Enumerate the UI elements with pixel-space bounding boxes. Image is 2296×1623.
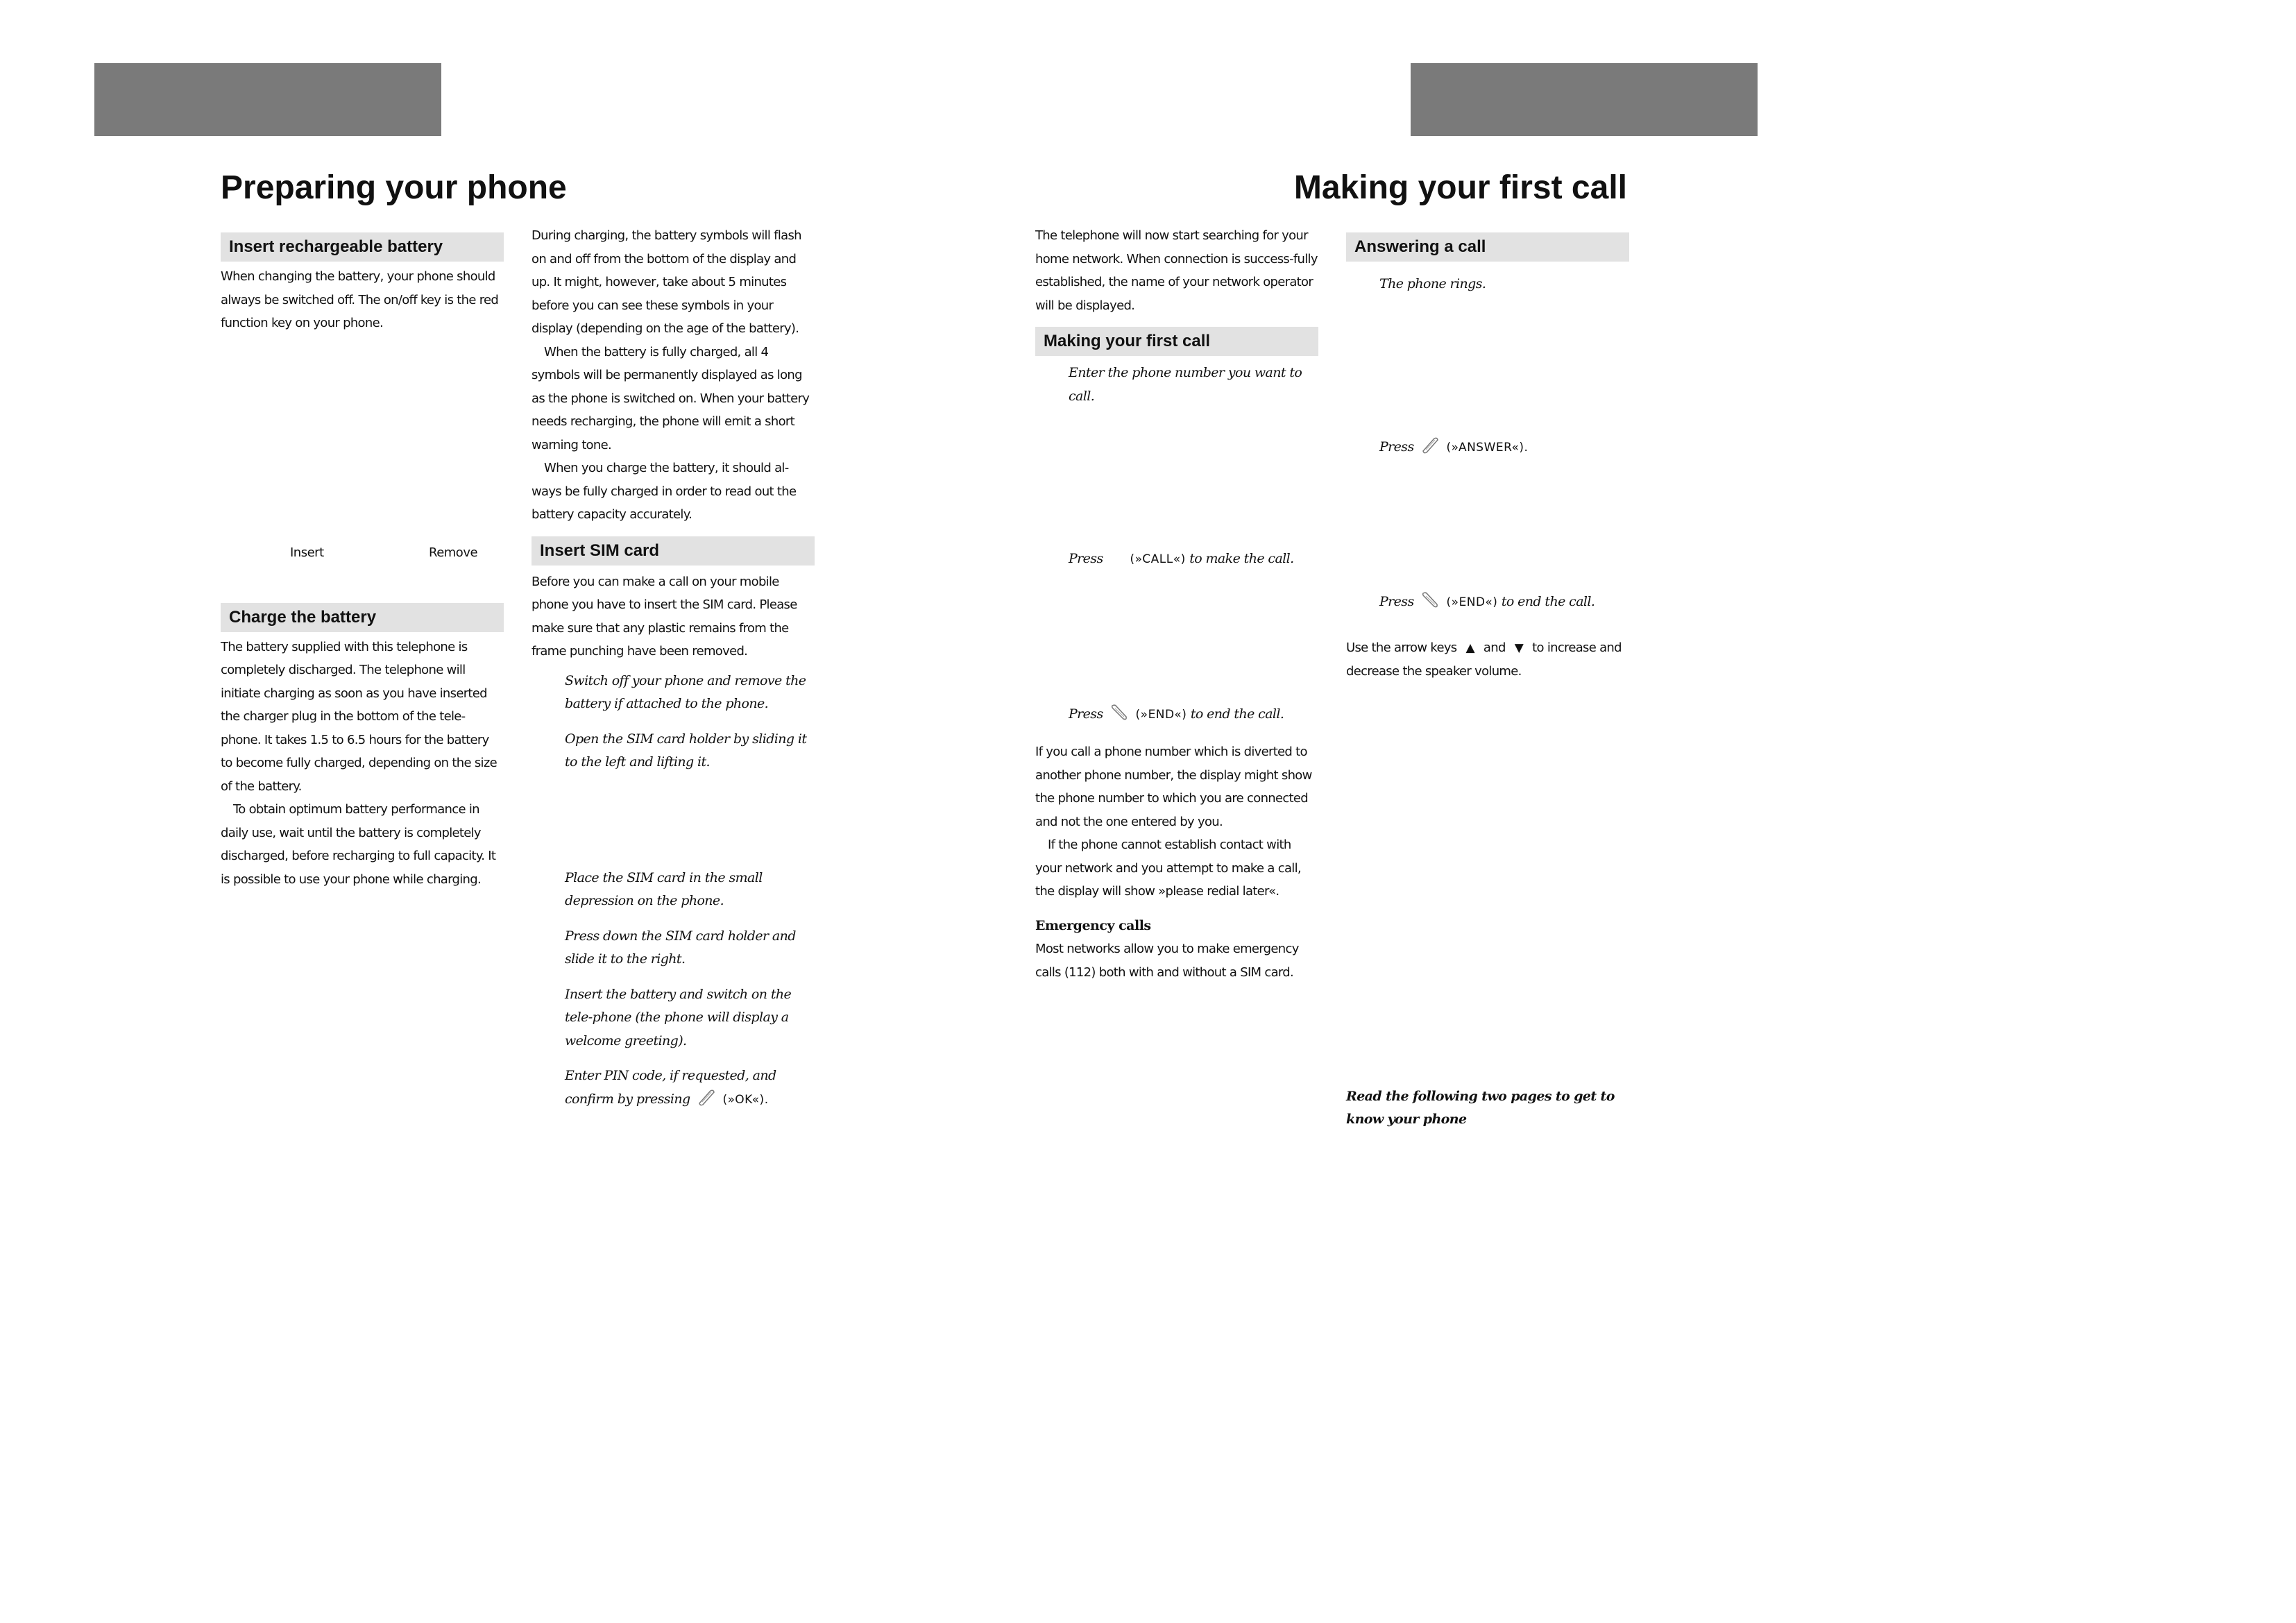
closing-text: Read the following two pages to get to know your phone [1346, 1088, 1615, 1127]
sim-steps [532, 670, 815, 1112]
no-network-text: If the phone cannot establish contact with your network and you attempt to make a call, the display will show »please redial later«. [1035, 838, 1301, 899]
red-phone-key-icon [1109, 703, 1129, 721]
diverted-call-text: If you call a phone number which is diverted to another phone number, the display might show the phone number to which you are connected and not the one entered by you. [1035, 745, 1312, 829]
volume-text-pre: Use the arrow keys [1346, 640, 1457, 655]
right-page-title: Making your first call [1293, 169, 1627, 206]
volume-text-and: and [1483, 640, 1506, 655]
charging-info-1: During charging, the battery symbols will flash on and off from the bottom of the display and up. It might, however, take about 5 minutes before you can see these symbols in your display (depending on the age of the battery). [532, 228, 801, 336]
sim-step-2: Open the SIM card holder by sliding it to the left and lifting it. [565, 731, 807, 770]
charging-info-3: When you charge the battery, it should al-ways be fully charged in order to read out the battery capacity accurately. [532, 461, 797, 522]
press-answer-text: Press [1379, 439, 1414, 454]
battery-heading: Insert rechargeable battery [221, 232, 504, 262]
answer-step-3 [1379, 590, 1629, 615]
emergency-heading: Emergency calls [1035, 917, 1151, 933]
left-header-tab [94, 63, 441, 136]
volume-text [1346, 636, 1629, 683]
battery-illustration-area [221, 335, 504, 603]
sim-illustration-area [565, 774, 815, 867]
sim-step-6-text: Enter PIN code, if requested, and confirm by pressing [565, 1068, 776, 1107]
answer-key-label: (»ANSWER«). [1446, 440, 1529, 454]
answer-step-2 [1379, 436, 1629, 460]
emergency-text: Most networks allow you to make emergency calls (112) both with and without a SIM card. [1035, 942, 1299, 980]
end-answer-key-label: (»END«) [1446, 595, 1498, 609]
first-call-step-1: Enter the phone number you want to call. [1069, 365, 1302, 404]
end-key-label: (»END«) [1135, 707, 1187, 722]
left-column-1 [221, 232, 504, 891]
remove-label: Remove [429, 545, 478, 560]
red-phone-key-icon [1420, 590, 1440, 609]
battery-text: When changing the battery, your phone should always be switched off. The on/off key is the red function key on your phone. [221, 269, 499, 330]
sim-text: Before you can make a call on your mobile phone you have to insert the SIM card. Please make sure that any plastic remains from the frame punching have been removed. [532, 574, 797, 658]
first-call-heading: Making your first call [1035, 327, 1318, 356]
answer-heading: Answering a call [1346, 232, 1629, 262]
ok-key-label: (»OK«). [722, 1092, 769, 1107]
up-arrow-icon: ▲ [1465, 640, 1474, 655]
sim-heading: Insert SIM card [532, 536, 815, 566]
green-phone-key-icon [697, 1088, 716, 1106]
end-call-text: to end the call. [1190, 706, 1284, 722]
charge-paragraph-1: The battery supplied with this telephone is completely discharged. The telephone will initiate charging as soon as you have inserted the charger plug in the bottom of the tele-phone. It takes 1.5 to 6.5 hours for the battery to become fully charged, depending on the size of the battery. [221, 639, 497, 794]
answer-steps [1346, 273, 1629, 615]
end-answer-call-text: to end the call. [1501, 594, 1595, 609]
sim-step-4: Press down the SIM card holder and slide it to the right. [565, 928, 796, 967]
left-column-2 [532, 224, 815, 1112]
answer-step-1: The phone rings. [1379, 276, 1486, 291]
press-end-text: Press [1069, 706, 1103, 722]
charging-info-2: When the battery is fully charged, all 4 symbols will be permanently displayed as long as the phone is switched on. When your battery needs recharging, the phone will emit a short warning tone. [532, 344, 810, 452]
left-page-title: Preparing your phone [221, 169, 567, 206]
call-key-label: (»CALL«) [1130, 552, 1186, 566]
charge-heading: Charge the battery [221, 603, 504, 632]
volume-text-post: to increase and decrease the speaker volume. [1346, 640, 1622, 679]
press-call-text: Press [1069, 551, 1103, 566]
network-intro: The telephone will now start searching for your home network. When connection is success-fully established, the name of your network operator will be displayed. [1035, 228, 1318, 313]
sim-step-3: Place the SIM card in the small depression on the phone. [565, 869, 763, 908]
down-arrow-icon: ▼ [1514, 640, 1524, 655]
sim-step-1: Switch off your phone and remove the battery if attached to the phone. [565, 672, 806, 711]
first-call-step-3 [1069, 703, 1318, 727]
first-call-step-2 [1069, 547, 1318, 572]
charge-paragraph-2: To obtain optimum battery performance in daily use, wait until the battery is completely discharged, before recharging to full capacity. It is possible to use your phone while charging. [221, 802, 496, 887]
green-phone-key-icon [1420, 436, 1440, 454]
right-column-1 [1035, 224, 1318, 984]
make-call-text: to make the call. [1189, 551, 1294, 566]
sim-step-5: Insert the battery and switch on the tele-phone (the phone will display a welcome greeting). [565, 986, 792, 1048]
press-end-answer-text: Press [1379, 594, 1414, 609]
right-column-2 [1346, 232, 1629, 1132]
right-header-tab [1411, 63, 1758, 136]
insert-label: Insert [290, 545, 324, 560]
sim-step-6 [565, 1064, 815, 1112]
first-call-steps [1035, 362, 1318, 726]
